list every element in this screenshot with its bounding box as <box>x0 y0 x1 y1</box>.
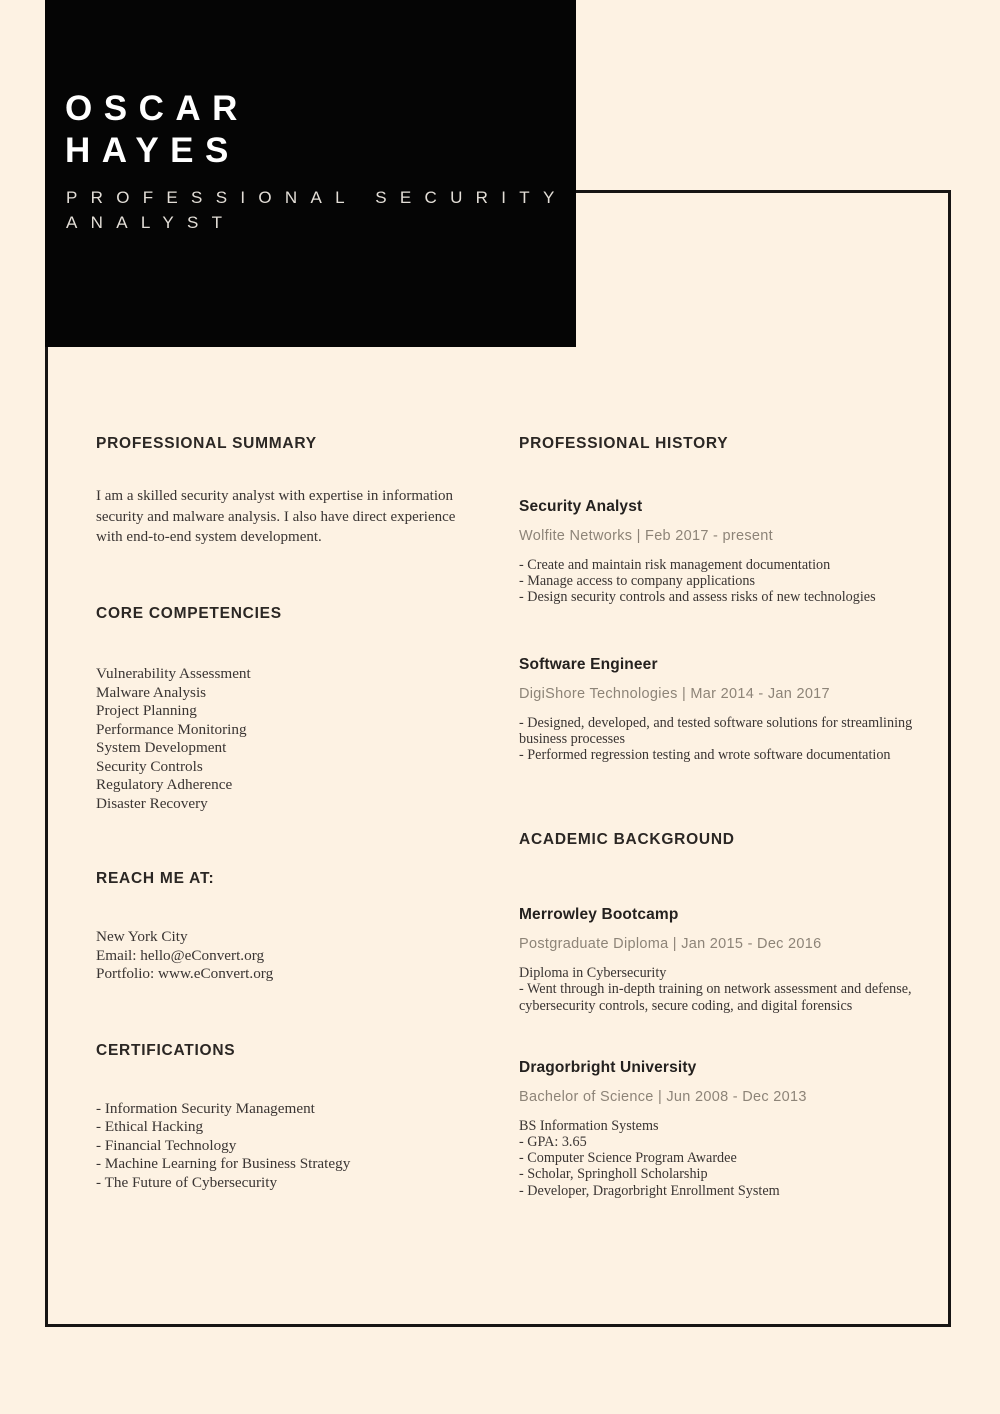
list-item: - Financial Technology <box>96 1136 237 1154</box>
education-details <box>519 1118 914 1199</box>
section-contact <box>96 870 484 984</box>
list-item: System Development <box>96 739 227 757</box>
certifications-list <box>96 1100 484 1193</box>
bullet-item: - Went through in-depth training on network assessment and defense, cybersecurity controls, secure coding, and digital forensics <box>519 981 916 1014</box>
bullet-item: - Create and maintain risk management documentation <box>519 557 831 573</box>
history-heading: PROFESSIONAL HISTORY <box>519 435 729 452</box>
certifications-heading: CERTIFICATIONS <box>96 1041 236 1059</box>
competencies-heading: CORE COMPETENCIES <box>96 605 282 623</box>
summary-text: I am a skilled security analyst with expertise in information security and malware analysis. I also have direct experience with end-to-end system development. <box>96 488 456 546</box>
contact-location: New York City <box>96 928 188 946</box>
list-item: Security Controls <box>96 757 203 775</box>
academics-heading: ACADEMIC BACKGROUND <box>519 831 735 849</box>
bullet-item: Diploma in Cybersecurity <box>519 965 667 982</box>
list-item: Malware Analysis <box>96 683 207 701</box>
list-item: - Machine Learning for Business Strategy <box>96 1155 351 1173</box>
list-item: - The Future of Cybersecurity <box>96 1173 278 1191</box>
school-name: Merrowley Bootcamp <box>519 906 679 924</box>
job-role-line-2: ANALYST <box>66 213 236 232</box>
school-name: Dragorbright University <box>519 1058 697 1076</box>
contact-list <box>96 928 484 984</box>
education-entry <box>519 906 914 1014</box>
bullet-item: - GPA: 3.65 <box>519 1134 587 1151</box>
last-name: HAYES <box>65 131 240 170</box>
experience-entry <box>519 656 914 764</box>
job-meta: Wolfite Networks | Feb 2017 - present <box>519 528 773 544</box>
list-item: Regulatory Adherence <box>96 776 233 794</box>
first-name: OSCAR <box>65 89 249 128</box>
left-column <box>96 435 484 1192</box>
job-bullets <box>519 557 914 606</box>
bullet-item: - Designed, developed, and tested software solutions for streamlining business processes <box>519 714 916 747</box>
list-item: Disaster Recovery <box>96 794 208 812</box>
bullet-item: - Scholar, Springholl Scholarship <box>519 1166 708 1183</box>
experience-entry <box>519 498 914 606</box>
education-entry <box>519 1059 914 1199</box>
section-core-competencies <box>96 605 484 813</box>
degree-meta: Postgraduate Diploma | Jan 2015 - Dec 2016 <box>519 936 822 953</box>
list-item: Project Planning <box>96 702 197 720</box>
competencies-list <box>96 665 484 813</box>
job-role-line-1: PROFESSIONAL SECURITY <box>66 188 568 207</box>
contact-heading: REACH ME AT: <box>96 870 215 888</box>
job-bullets <box>519 715 914 764</box>
job-meta: DigiShore Technologies | Mar 2014 - Jan 2017 <box>519 685 830 702</box>
section-professional-summary <box>96 435 484 548</box>
degree-meta: Bachelor of Science | Jun 2008 - Dec 2013 <box>519 1088 807 1105</box>
bullet-item: - Developer, Dragorbright Enrollment System <box>519 1182 780 1199</box>
bullet-item: - Computer Science Program Awardee <box>519 1150 737 1167</box>
contact-portfolio[interactable]: Portfolio: www.eConvert.org <box>96 965 274 983</box>
section-academic-background <box>519 831 914 1199</box>
section-professional-history <box>519 435 914 763</box>
list-item: - Ethical Hacking <box>96 1118 204 1136</box>
contact-email[interactable]: Email: hello@eConvert.org <box>96 946 265 964</box>
bullet-item: - Manage access to company applications <box>519 573 755 590</box>
bullet-item: BS Information Systems <box>519 1117 659 1134</box>
summary-heading: PROFESSIONAL SUMMARY <box>96 435 317 452</box>
job-title: Software Engineer <box>519 655 658 673</box>
bullet-item: - Performed regression testing and wrote software documentation <box>519 747 891 764</box>
education-details <box>519 965 914 1014</box>
bullet-item: - Design security controls and assess risks of new technologies <box>519 589 876 606</box>
right-column <box>519 435 914 1199</box>
list-item: - Information Security Management <box>96 1099 315 1117</box>
list-item: Performance Monitoring <box>96 720 247 738</box>
list-item: Vulnerability Assessment <box>96 665 251 683</box>
section-certifications <box>96 1042 484 1193</box>
job-title: Security Analyst <box>519 498 643 515</box>
